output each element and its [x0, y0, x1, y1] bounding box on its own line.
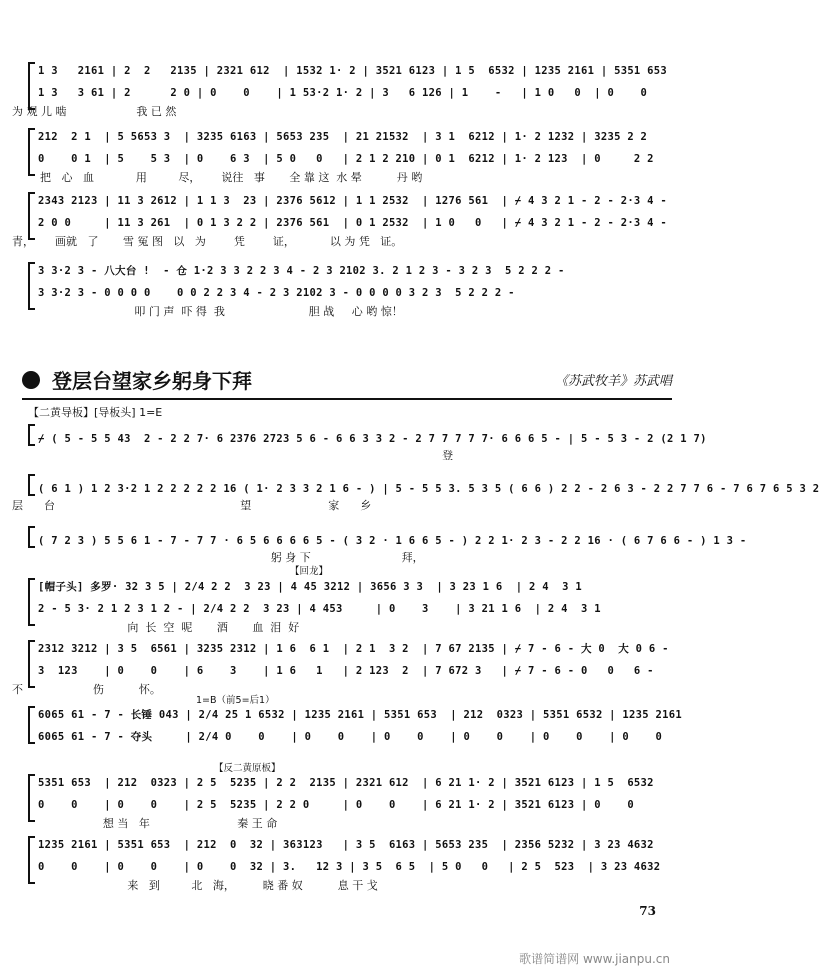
key-signature: 【二黄导板】[导板头] 1=E [28, 406, 163, 419]
staff-system-4 [12, 262, 670, 322]
lyrics-line: 向 长 空 呢 酒 血 泪 好 [12, 621, 300, 634]
system-bracket [28, 262, 35, 310]
staff-system-6 [12, 474, 819, 514]
song-heading [22, 366, 672, 396]
lower-staff-line: 0 0 | 0 0 | 0 0 32 | 3. 12 3 | 3 5 6 5 | 5 0 0 | 2 5 523 | 3 23 4632 [38, 861, 661, 873]
song-title: 登层台望家乡躬身下拜 [52, 369, 252, 393]
system-bracket [28, 62, 35, 110]
system-bracket [28, 128, 35, 176]
upper-staff-line: 1 3 2161 | 2 2 2135 | 2321 612 | 1532 1· 2 | 3521 6123 | 1 5 6532 | 1235 2161 | 5351 653 [38, 65, 668, 77]
lower-staff-line: 3 3·2 3 - 0 0 0 0 0 0 2 2 3 4 - 2 3 2102 3 - 0 0 0 0 3 2 3 5 2 2 2 - [38, 287, 515, 299]
staff-system-2 [12, 128, 670, 188]
lower-staff-line: 6065 61 - 7 - 夺头 | 2/4 0 0 | 0 0 | 0 0 | 0 0 | 0 0 | 0 0 [38, 731, 663, 743]
system-bracket [28, 578, 35, 626]
lower-staff-line: 0 0 1 | 5 5 3 | 0 6 3 | 5 0 0 | 2 1 2 210 | 0 1 6212 | 1· 2 123 | 0 2 2 [38, 153, 654, 165]
system-bracket [28, 474, 35, 496]
system-bracket [28, 526, 35, 548]
system-bracket [28, 640, 35, 688]
system-bracket [28, 774, 35, 822]
section-label-huilong: 【回龙】 [290, 566, 329, 577]
lyrics-line: 想 当 年 秦 王 命 [12, 817, 278, 830]
song-source: 《苏武牧羊》苏武唱 [554, 374, 672, 389]
lyrics-line: 来 到 北 海， 晓 番 奴 息 干 戈 [12, 879, 378, 892]
system-bracket [28, 706, 35, 744]
lyrics-line: 叩 门 声 吓 得 我 胆 战 心 哟 惊！ [12, 305, 403, 318]
upper-staff-line: 2312 3212 | 3 5 6561 | 3235 2312 | 1 6 6 1 | 2 1 3 2 | 7 67 2135 | ⌿ 7 - 6 - 大 0 大 0 6 - [38, 643, 669, 655]
lower-staff-line: 2 - 5 3· 2 1 2 3 1 2 - | 2/4 2 2 3 23 | 4 453 | 0 3 | 3 21 1 6 | 2 4 3 1 [38, 603, 601, 615]
staff-system-3 [12, 192, 670, 252]
system-bracket [28, 836, 35, 884]
system-bracket [28, 192, 35, 240]
staff-line: ( 6 1 ) 1 2 3·2 1 2 2 2 2 2 16 ( 1· 2 3 3 2 1 6 - ) | 5 - 5 5 3. 5 3 5 ( 6 6 ) 2 2 - 2 6 3 - 2 2 7 7 6 - 7 6 7 6 5 3 2 [38, 483, 819, 495]
system-bracket [28, 424, 35, 446]
upper-staff-line: 212 2 1 | 5 5653 3 | 3235 6163 | 5653 235 | 21 21532 | 3 1 6212 | 1· 2 1232 | 3235 2 2 [38, 131, 648, 143]
lyrics-line: 为 观 儿 啮 我 已 然 [12, 105, 177, 118]
staff-system-12 [12, 836, 670, 896]
section-label-fanerhuang: 【反二黄原板】 [214, 763, 281, 774]
upper-staff-line: 5351 653 | 212 0323 | 2 5 5235 | 2 2 2135 | 2321 612 | 6 21 1· 2 | 3521 6123 | 1 5 6532 [38, 777, 654, 789]
lyrics-line: 青， 画就 了 雪 冤 图 以 为 凭 证， 以 为 凭 证。 [12, 235, 403, 248]
lower-staff-line: 0 0 | 0 0 | 2 5 5235 | 2 2 0 | 0 0 | 6 21 1· 2 | 3521 6123 | 0 0 [38, 799, 634, 811]
staff-system-7 [12, 526, 747, 566]
bullet-icon [22, 371, 40, 389]
lyrics-line: 登 [12, 449, 454, 462]
lyrics-line: 躬 身 下 拜， [12, 551, 424, 564]
staff-system-5 [12, 424, 707, 464]
lower-staff-line: 2 0 0 | 11 3 261 | 0 1 3 2 2 | 2376 561 | 0 1 2532 | 1 0 0 | ⌿ 4 3 2 1 - 2 - 2·3 4 - [38, 217, 668, 229]
staff-system-9 [12, 640, 670, 700]
lyrics-line: 层 台 望 家 乡 [12, 499, 372, 512]
lyrics-line: 不 伤 怀。 [12, 683, 161, 696]
upper-staff-line: [帽子头] 多罗· 32 3 5 | 2/4 2 2 3 23 | 4 45 3212 | 3656 3 3 | 3 23 1 6 | 2 4 3 1 [38, 581, 582, 593]
upper-staff-line: 6065 61 - 7 - 长锤 043 | 2/4 25 1 6532 | 1235 2161 | 5351 653 | 212 0323 | 5351 6532 | 1235 2161 [38, 709, 683, 721]
upper-staff-line: 2343 2123 | 11 3 2612 | 1 1 3 23 | 2376 5612 | 1 1 2532 | 1276 561 | ⌿ 4 3 2 1 - 2 - 2·3 4 - [38, 195, 668, 207]
lyrics-line: 把 心 血 用 尽， 说往 事 全 靠 这 水 晕 丹 哟 [12, 171, 423, 184]
lower-staff-line: 1 3 3 61 | 2 2 0 | 0 0 | 1 53·2 1· 2 | 3 6 126 | 1 - | 1 0 0 | 0 0 [38, 87, 648, 99]
page-number: 73 [639, 904, 656, 918]
staff-line: ⌿ ( 5 - 5 5 43 2 - 2 2 7· 6 2376 2723 5 6 - 6 6 3 3 2 - 2 7 7 7 7 7· 6 6 6 5 - | 5 - 5 3 - 2 (2 1 7) [38, 433, 707, 445]
site-watermark: 歌谱简谱网 www.jianpu.cn [519, 952, 670, 966]
staff-system-10 [38, 706, 683, 756]
staff-system-8 [12, 578, 670, 638]
staff-system-11 [12, 774, 670, 834]
staff-system-1 [12, 62, 670, 122]
heading-underline [22, 398, 672, 400]
staff-line: ( 7 2 3 ) 5 5 6 1 - 7 - 7 7 · 6 5 6 6 6 6 5 - ( 3 2 · 1 6 6 5 - ) 2 2 1· 2 3 - 2 2 16 · ( 6 7 6 6 - ) 1 3 - [38, 535, 747, 547]
lower-staff-line: 3 123 | 0 0 | 6 3 | 1 6 1 | 2 123 2 | 7 672 3 | ⌿ 7 - 6 - 0 0 6 - [38, 665, 654, 677]
key-change-label: 1=B（前5=后1） [196, 695, 275, 706]
upper-staff-line: 3 3·2 3 - 八大台 ! - 仓 1·2 3 3 2 2 3 4 - 2 3 2102 3. 2 1 2 3 - 3 2 3 5 2 2 2 - [38, 265, 565, 277]
upper-staff-line: 1235 2161 | 5351 653 | 212 0 32 | 363123 | 3 5 6163 | 5653 235 | 2356 5232 | 3 23 4632 [38, 839, 654, 851]
